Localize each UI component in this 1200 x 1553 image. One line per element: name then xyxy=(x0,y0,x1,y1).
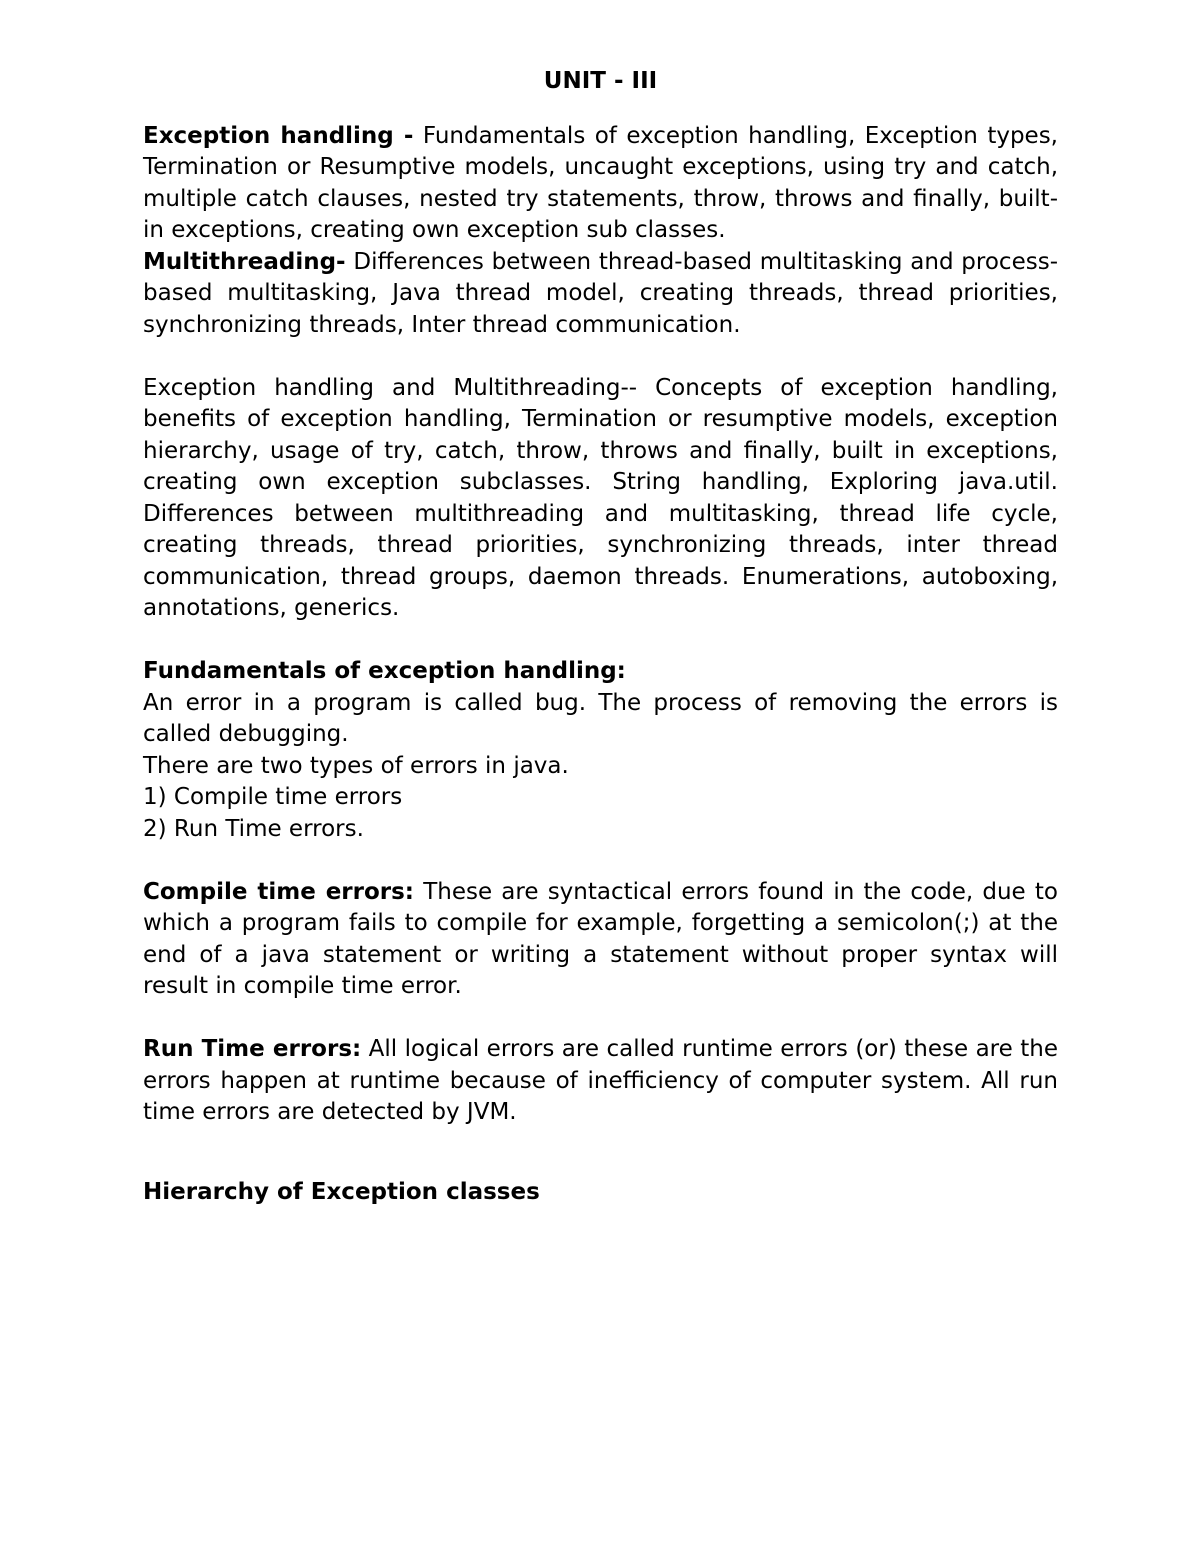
spacer xyxy=(143,1129,1058,1177)
compile-time-text: These are syntactical errors found in the code, due to which a program fails to compile for example, forgetting a semicolon(;) at the end of a java statement or writing a statement without proper syntax will result in compile time error. xyxy=(143,878,1058,999)
spacer xyxy=(143,341,1058,373)
document-page xyxy=(143,66,1058,1208)
syllabus-combined-paragraph: Exception handling and Multithreading-- Concepts of exception handling, benefits of exception handling, Termination or resumptive models, exception hierarchy, usage of try, catch, throw, throws and finally, built in exceptions, creating own exception subclasses. String handling, Exploring java.util. Differences between multithreading and multitasking, thread life cycle, creating threads, thread priorities, synchronizing threads, inter thread communication, thread groups, daemon threads. Enumerations, autoboxing, annotations, generics. xyxy=(143,374,1058,621)
fundamentals-intro: An error in a program is called bug. The process of removing the errors is called debugging. xyxy=(143,689,1058,747)
spacer xyxy=(143,1003,1058,1035)
error-type-item-2: 2) Run Time errors. xyxy=(143,815,364,842)
spacer xyxy=(143,625,1058,657)
exception-handling-label: Exception handling - xyxy=(143,122,414,149)
syllabus-exception-paragraph xyxy=(143,121,1058,247)
fundamentals-heading: Fundamentals of exception handling: xyxy=(143,658,626,684)
run-time-text: All logical errors are called runtime errors (or) these are the errors happen at runtime because of inefficiency of computer system. All run time errors are detected by JVM. xyxy=(143,1036,1058,1125)
run-time-label: Run Time errors: xyxy=(143,1036,362,1062)
syllabus-multithreading-paragraph xyxy=(143,247,1058,342)
compile-time-paragraph xyxy=(143,877,1058,1003)
spacer xyxy=(143,845,1058,877)
compile-time-label: Compile time errors: xyxy=(143,878,415,905)
page-title: UNIT - III xyxy=(543,68,658,94)
hierarchy-heading: Hierarchy of Exception classes xyxy=(143,1178,540,1205)
multithreading-text: Differences between thread-based multitasking and process-based multitasking, Java thread model, creating threads, thread priorities, synchronizing threads, Inter thread communication. xyxy=(143,248,1058,338)
error-type-item-1: 1) Compile time errors xyxy=(143,784,403,810)
exception-handling-text: Fundamentals of exception handling, Exception types, Termination or Resumptive models, uncaught exceptions, using try and catch, multiple catch clauses, nested try statements, throw, throws and finally, built- in exceptions, creating own exception sub classes. xyxy=(143,122,1058,243)
run-time-paragraph xyxy=(143,1034,1058,1129)
error-types-line: There are two types of errors in java. xyxy=(143,752,569,779)
multithreading-label: Multithreading- xyxy=(143,248,346,275)
